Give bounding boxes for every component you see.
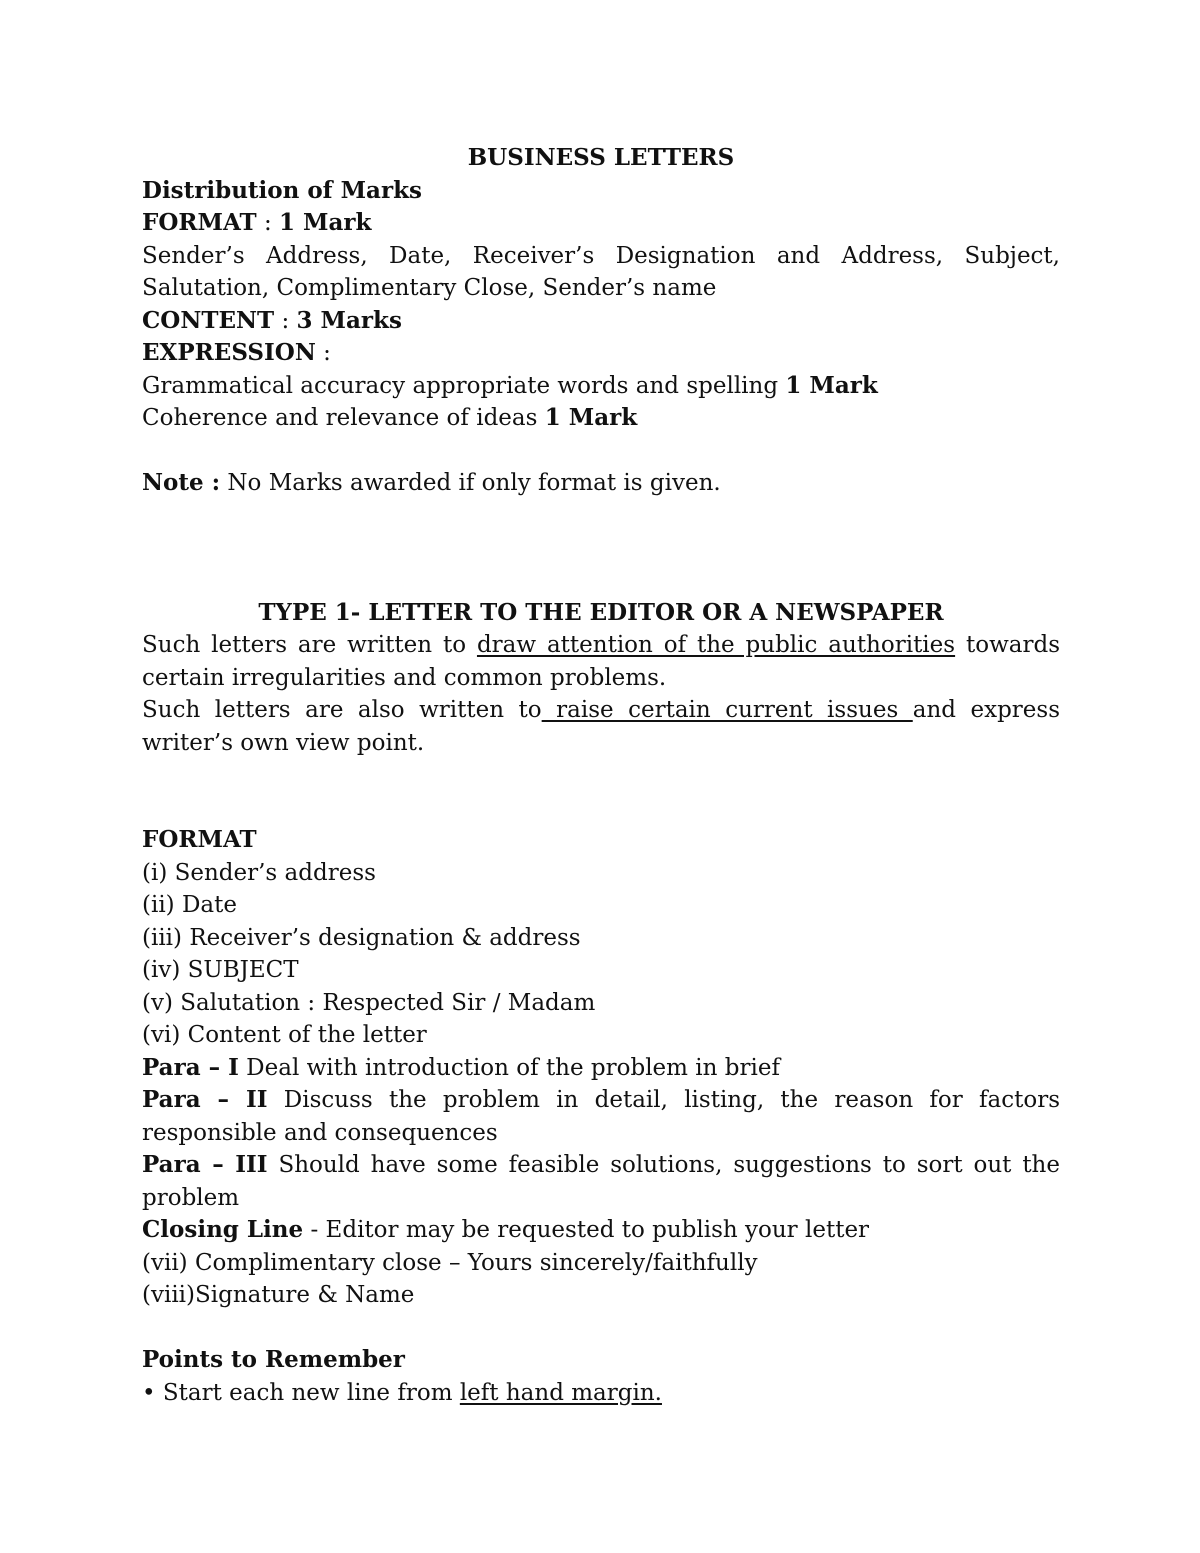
para-2-line-1 (142, 1084, 1060, 1117)
format-list-item: (iii) Receiver’s designation & address (142, 924, 581, 951)
type1-para1-underlined: draw attention of the public authorities (476, 632, 956, 658)
type1-para1-pre: Such letters are written to (142, 632, 477, 658)
format-list-item: (v) Salutation : Respected Sir / Madam (142, 989, 596, 1016)
format-separator: : (256, 210, 280, 236)
format-items-line-2: Salutation, Complimentary Close, Sender’s name (142, 275, 717, 301)
para-1-label: Para – I (142, 1053, 239, 1081)
closing-list-item: (viii)Signature & Name (142, 1282, 415, 1308)
type1-para2-pre: Such letters are also written to (142, 697, 542, 723)
para-3-label: Para – III (142, 1151, 268, 1178)
points-heading: Points to Remember (142, 1346, 405, 1373)
bullet-icon: • (142, 1379, 156, 1406)
format-list-item: (iv) SUBJECT (142, 957, 299, 983)
closing-list-item: (vii) Complimentary close – Yours sincerely/faithfully (142, 1249, 758, 1276)
page-title: BUSINESS LETTERS (467, 144, 735, 171)
para-3-line-2: problem (142, 1184, 240, 1211)
type1-para2-line-1 (142, 694, 1060, 727)
expression-item (142, 370, 1060, 403)
format-list-item: (ii) Date (142, 892, 237, 918)
format-items-line-1: Sender’s Address, Date, Receiver’s Designation and Address, Subject, (142, 242, 1060, 269)
expression-item-text: Grammatical accuracy appropriate words and spelling (142, 372, 786, 399)
type1-para1-line-1 (142, 629, 1060, 662)
spacer (142, 1312, 1060, 1345)
para-3-text: Should have some feasible solutions, suggestions to sort out the (267, 1152, 1060, 1178)
document-body (142, 142, 1060, 1409)
points-item-text: Start each new line from (155, 1379, 460, 1406)
expression-item-mark: 1 Mark (785, 371, 878, 399)
spacer (142, 435, 1060, 468)
note-text: No Marks awarded if only format is given. (220, 470, 721, 496)
para-1-text: Deal with introduction of the problem in brief (238, 1054, 780, 1081)
type1-heading: TYPE 1- LETTER TO THE EDITOR OR A NEWSPAPER (258, 598, 944, 626)
para-2-line-2: responsible and consequences (142, 1119, 498, 1146)
content-label: CONTENT (142, 306, 275, 334)
format-marks-line (142, 207, 1060, 240)
type1-para2-line-2: writer’s own view point. (142, 729, 425, 756)
points-list-item (142, 1377, 1060, 1410)
spacer (142, 500, 1060, 597)
type1-para2-post: and express (912, 697, 1061, 723)
expression-line (142, 337, 1060, 370)
distribution-heading: Distribution of Marks (142, 176, 422, 204)
type1-para1-line-2: certain irregularities and common problems. (142, 664, 667, 691)
content-separator: : (274, 307, 297, 334)
format-label: FORMAT (142, 209, 257, 236)
spacer (142, 759, 1060, 824)
closing-text: - Editor may be requested to publish your letter (303, 1217, 870, 1243)
expression-label: EXPRESSION (142, 339, 316, 366)
para-2-label: Para – II (142, 1086, 268, 1113)
format-heading: FORMAT (142, 826, 257, 853)
closing-line (142, 1214, 1060, 1247)
format-list-item: (i) Sender’s address (142, 859, 376, 886)
content-marks-line (142, 305, 1060, 338)
para-2-text: Discuss the problem in detail, listing, the reason for factors (267, 1087, 1060, 1113)
expression-item-text: Coherence and relevance of ideas (142, 405, 545, 431)
expression-item (142, 402, 1060, 435)
format-list-item: (vi) Content of the letter (142, 1022, 427, 1048)
expression-separator: : (315, 340, 331, 366)
note-line (142, 467, 1060, 500)
expression-item-mark: 1 Mark (544, 404, 638, 431)
content-mark-value: 3 Marks (296, 306, 402, 334)
para-3-line-1 (142, 1149, 1060, 1182)
points-item-underlined: left hand margin. (459, 1379, 662, 1406)
para-1-line (142, 1052, 1060, 1085)
closing-label: Closing Line (142, 1216, 304, 1243)
type1-para1-post: towards (955, 632, 1060, 658)
format-mark-value: 1 Mark (279, 209, 372, 236)
note-label: Note : (142, 469, 221, 496)
type1-para2-underlined: raise certain current issues (541, 697, 913, 723)
